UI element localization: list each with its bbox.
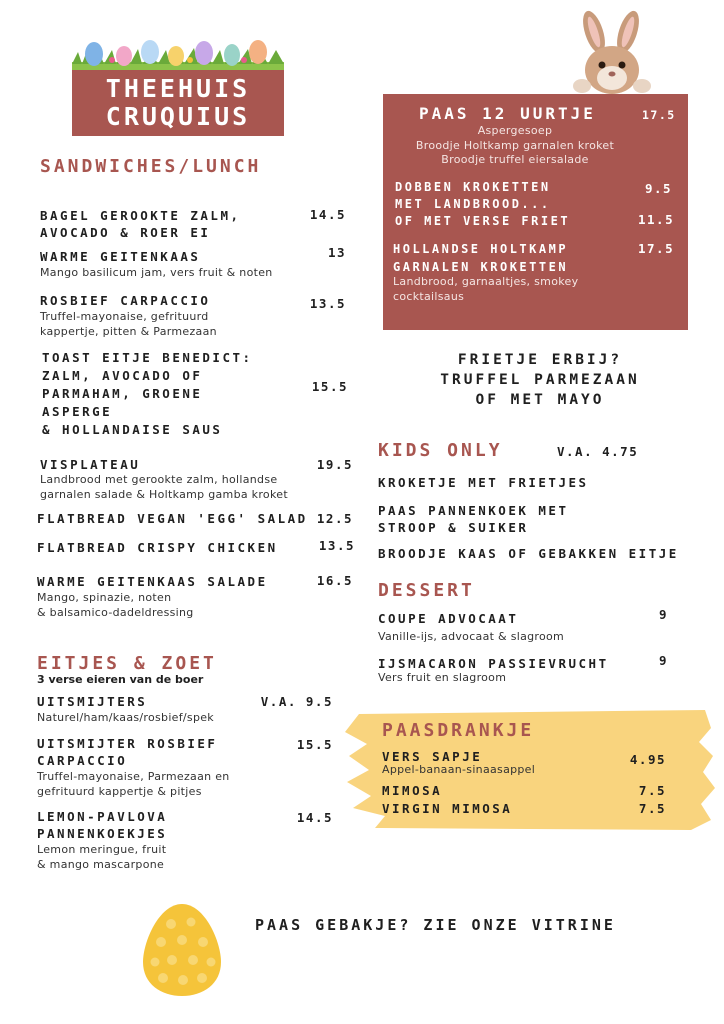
menu-item — [382, 783, 666, 798]
item-price: 16.5 — [316, 573, 353, 588]
item-name: VIRGIN MIMOSA — [382, 801, 513, 816]
section-title-kids: KIDS ONLY — [378, 440, 503, 461]
item-price: 12.5 — [316, 511, 353, 526]
dobben-name: DOBBEN KROKETTEN MET LANDBROOD... — [395, 180, 551, 211]
kids-item: BROODJE KAAS OF GEBAKKEN EITJE — [378, 546, 679, 561]
item-description: Naturel/ham/kaas/rosbief/spek — [37, 711, 214, 724]
dobben-price: 9.5 — [645, 181, 673, 196]
item-name: VISPLATEAU — [40, 457, 141, 472]
item-name: MIMOSA — [382, 783, 443, 798]
item-name: ROSBIEF CARPACCIO — [40, 293, 211, 308]
logo-line1: THEEHUIS — [105, 74, 251, 103]
kids-price: V.A. 4.75 — [557, 444, 639, 459]
item-description: Vanille-ijs, advocaat & slagroom — [378, 630, 565, 643]
item-name: FLATBREAD VEGAN 'EGG' SALAD — [37, 511, 308, 526]
item-price: 9 — [658, 607, 668, 622]
holtkamp-description: Landbrood, garnaaltjes, smokey cocktailsaus — [393, 275, 579, 303]
item-name: WARME GEITENKAAS — [40, 249, 201, 264]
item-name: IJSMACARON PASSIEVRUCHT — [378, 656, 609, 671]
menu-item — [40, 293, 370, 340]
item-price: 14.5 — [309, 207, 346, 222]
menu-item — [378, 607, 668, 645]
item-price: 15.5 — [296, 737, 333, 752]
footer-note: PAAS GEBAKJE? ZIE ONZE VITRINE — [255, 916, 616, 934]
menu-item — [42, 349, 370, 439]
section-subtitle: 3 verse eieren van de boer — [37, 673, 204, 686]
item-description: Truffel-mayonaise, gefrituurd kappertje, pitten & Parmezaan — [40, 310, 217, 338]
item-description: Lemon meringue, fruit & mango mascarpone — [37, 843, 167, 871]
item-price: 14.5 — [296, 810, 333, 825]
menu-item — [37, 540, 370, 555]
dobben-friet-price: 11.5 — [638, 212, 675, 227]
item-price: 7.5 — [638, 801, 666, 816]
item-name: WARME GEITENKAAS SALADE — [37, 574, 268, 589]
easter-eggs-grass-icon — [72, 38, 284, 72]
item-price: 15.5 — [311, 379, 348, 394]
section-title-drinks: PAASDRANKJE — [382, 720, 535, 741]
item-name: COUPE ADVOCAAT — [378, 611, 519, 626]
menu-item — [382, 749, 666, 778]
menu-item — [37, 574, 370, 621]
section-title-eitjes: EITJES & ZOET — [37, 653, 217, 674]
menu-item — [40, 207, 370, 241]
item-price: 7.5 — [638, 783, 666, 798]
item-price: 13.5 — [318, 538, 355, 553]
item-name: FLATBREAD CRISPY CHICKEN — [37, 540, 278, 555]
holtkamp-name: HOLLANDSE HOLTKAMP GARNALEN KROKETTEN — [393, 242, 569, 274]
item-description: Mango, spinazie, noten & balsamico-dadeldressing — [37, 591, 194, 619]
kids-item: PAAS PANNENKOEK MET STROOP & SUIKER — [378, 503, 569, 535]
item-name: UITSMIJTERS — [37, 694, 148, 709]
kids-item: KROKETJE MET FRIETJES — [378, 475, 589, 490]
item-description: Vers fruit en slagroom — [378, 671, 507, 684]
item-price: 13 — [327, 245, 346, 260]
paas-specials-box — [383, 94, 688, 330]
holtkamp-price: 17.5 — [638, 241, 675, 256]
item-price: 9 — [658, 653, 668, 668]
dobben-friet: OF MET VERSE FRIET — [395, 214, 571, 228]
menu-item — [40, 457, 370, 503]
item-price: 4.95 — [629, 752, 666, 767]
section-title-sandwiches: SANDWICHES/LUNCH — [40, 156, 262, 177]
item-name: TOAST EITJE BENEDICT: ZALM, AVOCADO OF PARMAHAM, GROENE ASPERGE & HOLLANDAISE SAUS — [42, 350, 253, 437]
item-description: Truffel-mayonaise, Parmezaan en gefrituurd kappertje & pitjes — [37, 770, 230, 798]
logo — [72, 38, 284, 138]
item-price: 19.5 — [316, 457, 353, 472]
easter-bunny-icon — [568, 10, 656, 96]
paas-title: PAAS 12 UURTJE — [419, 104, 596, 123]
menu-item — [40, 245, 370, 281]
menu-item — [378, 653, 668, 686]
menu-item — [37, 511, 370, 526]
item-description: Landbrood met gerookte zalm, hollandse garnalen salade & Holtkamp gamba kroket — [40, 473, 288, 501]
item-description: Appel-banaan-sinaasappel — [382, 763, 536, 776]
logo-line2: CRUQUIUS — [105, 102, 251, 131]
section-title-dessert: DESSERT — [378, 580, 475, 601]
item-price: 13.5 — [309, 296, 346, 311]
menu-item — [382, 801, 666, 816]
frietje-note: FRIETJE ERBIJ? TRUFFEL PARMEZAAN OF MET MAYO — [440, 352, 640, 408]
menu-item — [37, 808, 337, 873]
item-description: Mango basilicum jam, vers fruit & noten — [40, 266, 273, 279]
item-name: UITSMIJTER ROSBIEF CARPACCIO — [37, 736, 218, 768]
item-name: LEMON-PAVLOVA PANNENKOEKJES — [37, 809, 168, 841]
logo-title — [72, 70, 284, 136]
easter-egg-icon — [141, 902, 223, 998]
menu-item — [37, 694, 337, 726]
menu-item — [37, 735, 337, 800]
item-price: V.A. 9.5 — [260, 694, 333, 709]
item-name: BAGEL GEROOKTE ZALM, AVOCADO & ROER EI — [40, 208, 241, 240]
paas-price: 17.5 — [642, 108, 676, 122]
paas-description: Aspergesoep Broodje Holtkamp garnalen kroket Broodje truffel eiersalade — [415, 124, 615, 166]
item-name: VERS SAPJE — [382, 749, 483, 764]
